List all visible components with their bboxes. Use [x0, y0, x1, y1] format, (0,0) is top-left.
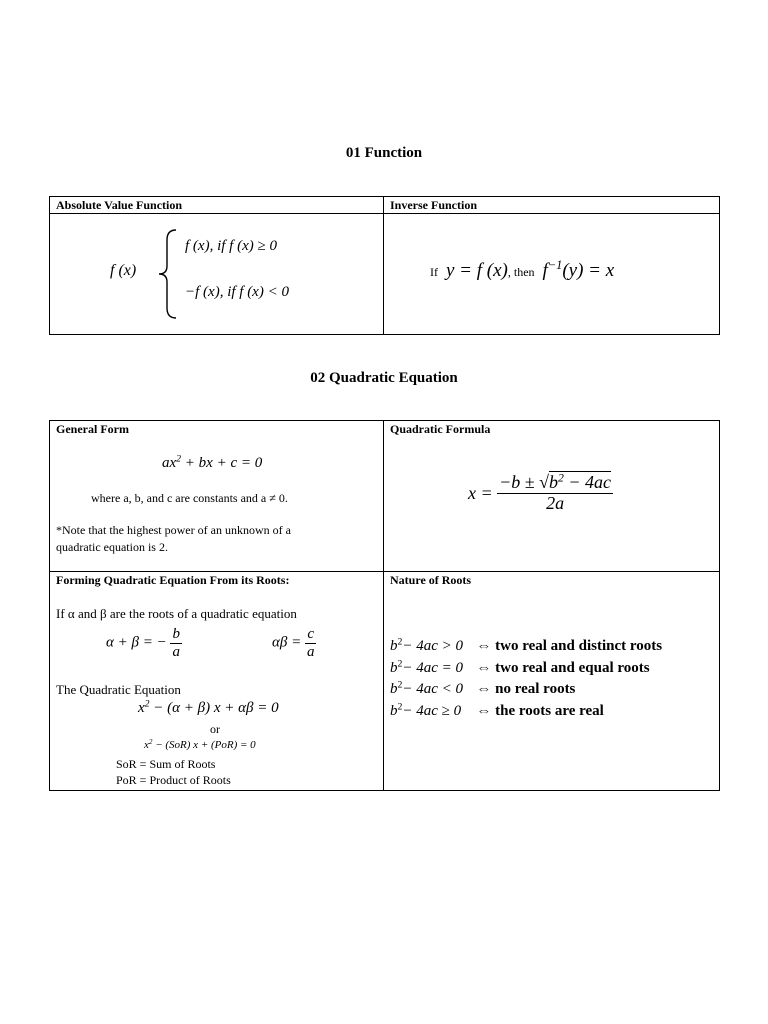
abs-case2: −f (x), if f (x) < 0: [185, 284, 289, 300]
inv-eq2-rest: (y) = x: [562, 260, 615, 281]
product-of-roots-eq: αβ = $\frac{c}{a}$: [272, 626, 315, 660]
formula-cell: [384, 421, 720, 572]
quadratic-formula: x = $\frac{-b \pm √b^2 - 4ac}{2a}$: [468, 471, 612, 513]
abs-case1: f (x), if f (x) ≥ 0: [185, 238, 277, 254]
forming-intro: If α and β are the roots of a quadratic equation: [56, 606, 297, 621]
formula-header: Quadratic Formula: [390, 422, 491, 436]
inv-eq1: y = f (x): [446, 260, 508, 281]
inv-header: Inverse Function: [390, 198, 477, 212]
quadratic-equation-roots: $x^2 - (\alpha + \beta) x + \alpha\beta = 0$: [138, 698, 279, 716]
general-equation: $ax^2$ + bx + c = 0: [162, 453, 263, 471]
general-header: General Form: [56, 422, 129, 436]
inv-eq2-sup: −1: [547, 258, 563, 273]
forming-header: Forming Quadratic Equation From its Roots:: [56, 573, 290, 587]
nature-cell: [384, 572, 720, 791]
nature-list: [390, 636, 662, 722]
section-title-quadratic: 02 Quadratic Equation: [310, 370, 458, 386]
sum-of-roots-eq: α + β = − $\frac{b}{a}$: [106, 626, 180, 660]
inverse-statement: [430, 260, 614, 282]
where-text: where a, b, and c are constants and a ≠ 0.: [91, 491, 288, 505]
formula-lhs: x =: [468, 482, 493, 503]
abs-header-cell: [50, 197, 384, 214]
left-brace-icon: [154, 228, 180, 320]
abs-lhs: f (x): [110, 262, 137, 279]
inv-header-cell: [384, 197, 720, 214]
general-form-cell: [50, 421, 384, 572]
sor-text: SoR = Sum of Roots: [116, 757, 216, 771]
formula-denominator: 2a: [546, 492, 565, 513]
abs-header: Absolute Value Function: [56, 198, 183, 212]
note-line2: quadratic equation is 2.: [56, 540, 168, 554]
forming-cell: [50, 572, 384, 791]
inv-if: If: [430, 265, 438, 279]
nature-row: $b^2- 4ac > 0$ ⇔ two real and distinct roots: [390, 636, 663, 654]
nature-row: $b^2- 4ac < 0$ ⇔ no real roots: [390, 679, 576, 697]
abs-body-cell: [50, 214, 384, 335]
nature-header: Nature of Roots: [390, 573, 472, 587]
quadratic-table: [49, 420, 720, 791]
por-text: PoR = Product of Roots: [116, 773, 231, 787]
section-title-function: 01 Function: [345, 145, 423, 161]
nature-row: $b^2- 4ac \ge 0$ ⇔ the roots are real: [390, 701, 604, 719]
quadratic-equation-sor-por: $x^2 - (SoR) x + (PoR) = 0$: [144, 738, 256, 751]
nature-row: $b^2- 4ac = 0$ ⇔ two real and equal roots: [390, 658, 650, 676]
function-table: [49, 196, 720, 335]
or-text: or: [210, 722, 220, 736]
inv-eq2-base: f: [542, 260, 548, 281]
qe-label: The Quadratic Equation: [56, 682, 181, 697]
inv-body-cell: [384, 214, 720, 335]
inv-then: , then: [507, 265, 535, 279]
note-line1: *Note that the highest power of an unknown of a: [56, 523, 291, 537]
